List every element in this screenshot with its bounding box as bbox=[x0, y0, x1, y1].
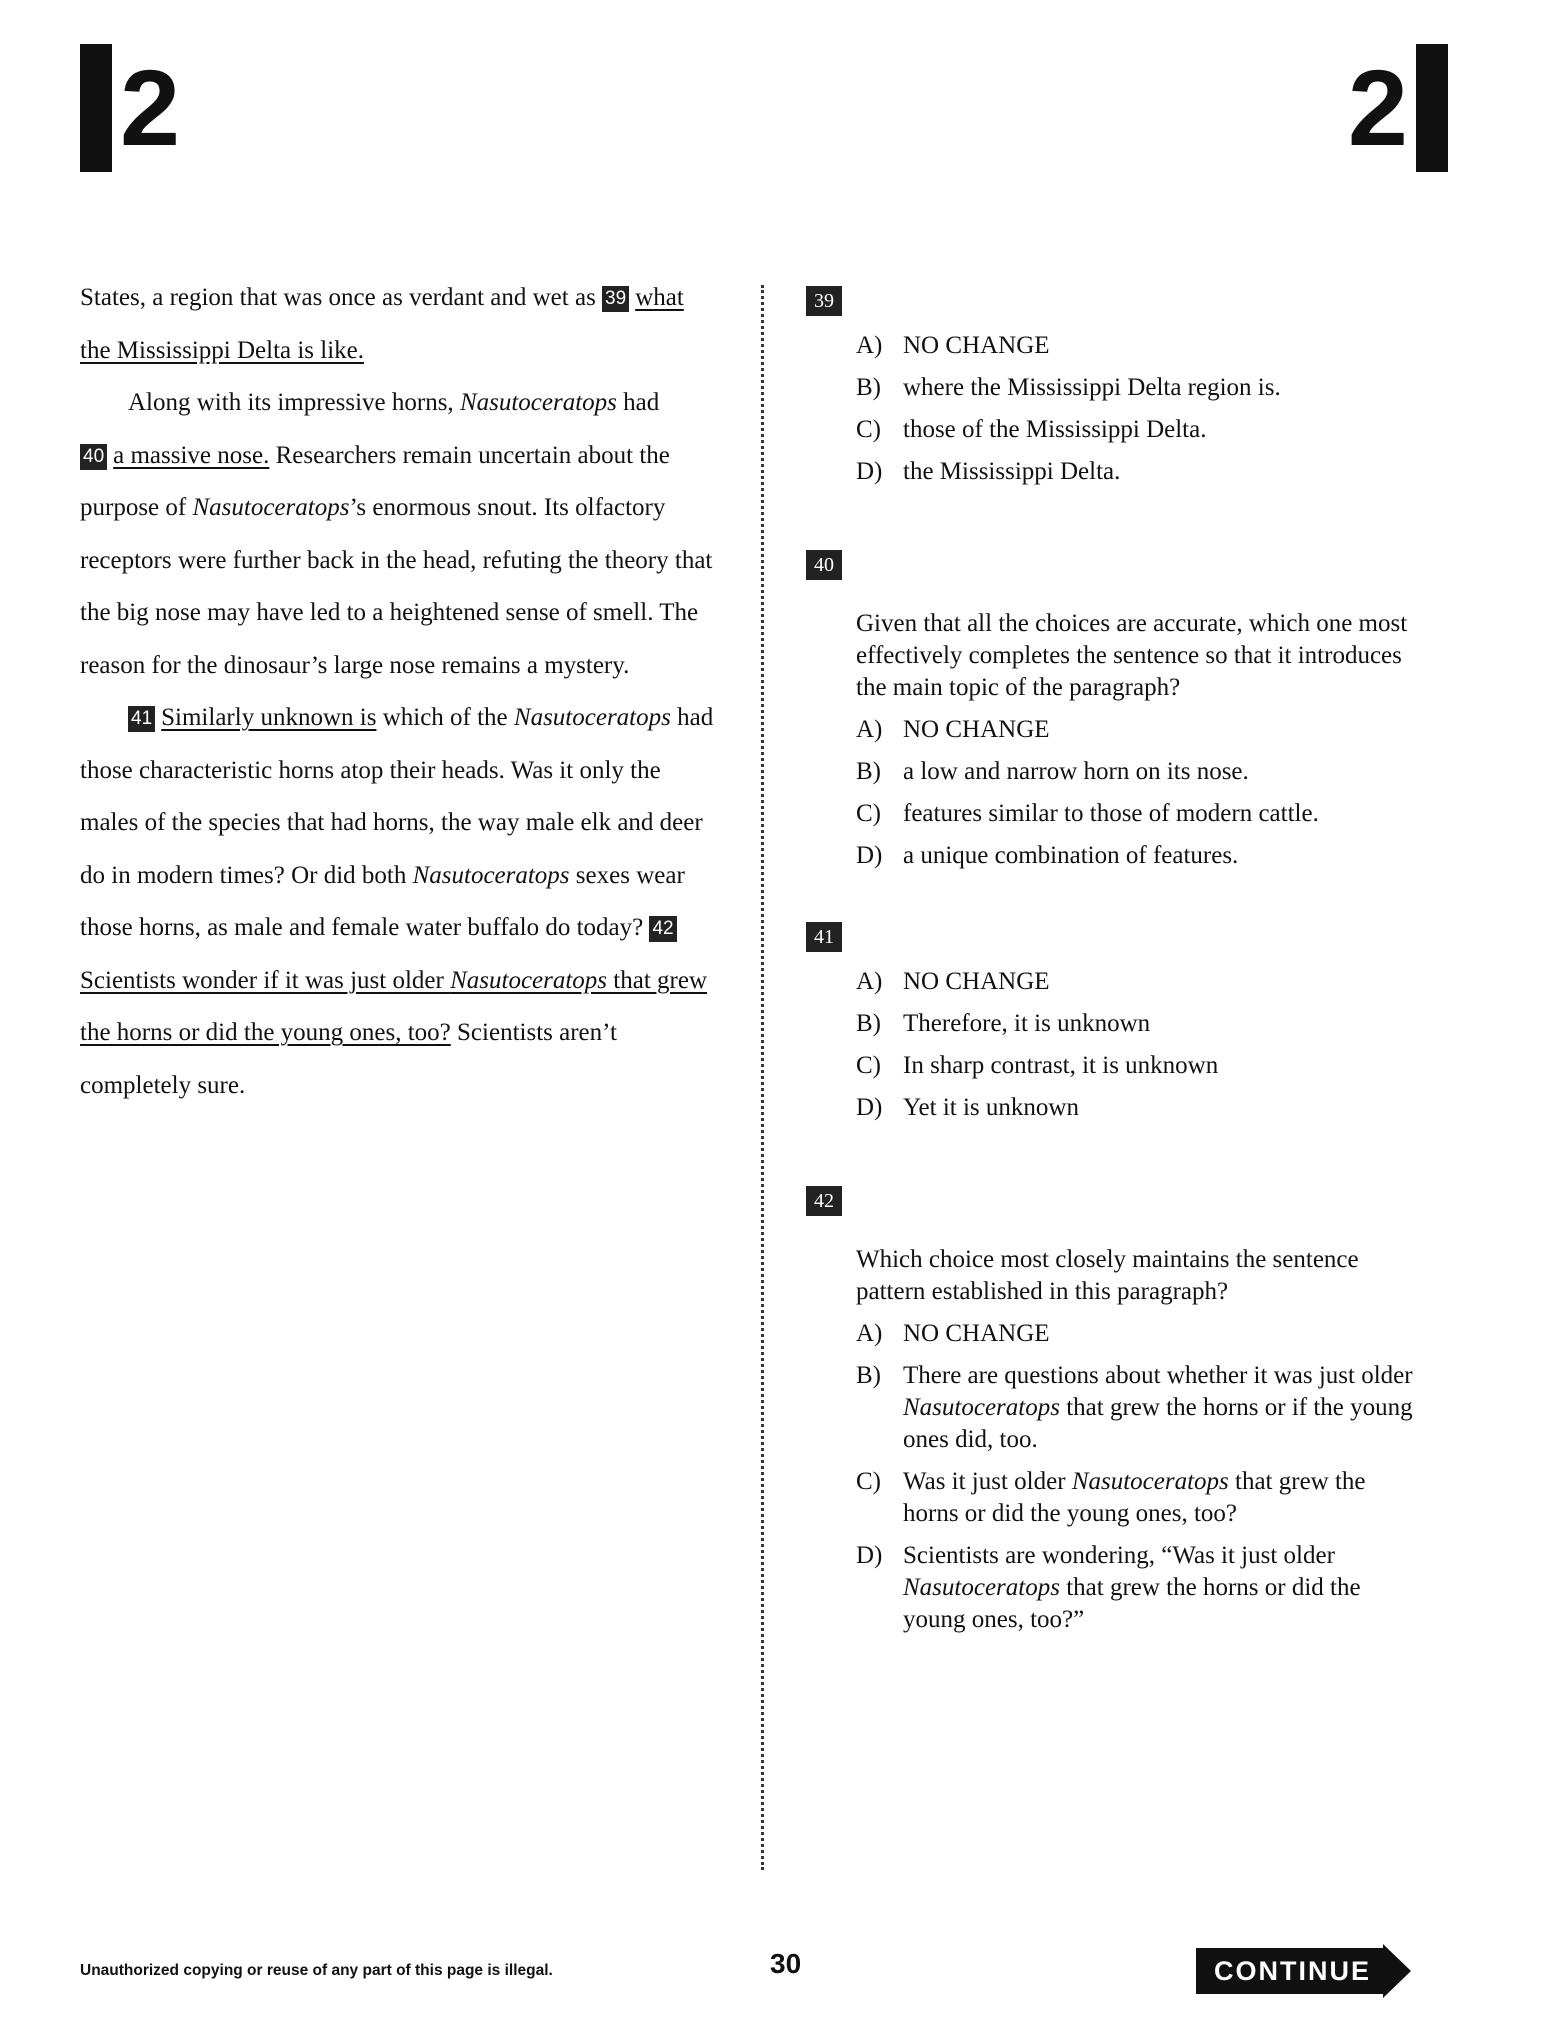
choice-text: those of the Mississippi Delta. bbox=[903, 416, 1207, 443]
page-number: 30 bbox=[770, 1948, 802, 1979]
question-marker-41[interactable]: 41 bbox=[128, 706, 155, 732]
question-42 bbox=[806, 1186, 1416, 1636]
choice-letter: A) bbox=[856, 716, 883, 743]
choice-42-c[interactable] bbox=[856, 1466, 1416, 1530]
question-marker-42[interactable]: 42 bbox=[649, 916, 676, 942]
choice-text bbox=[903, 1540, 1416, 1636]
question-marker-39[interactable]: 39 bbox=[602, 286, 629, 312]
choice-letter: B) bbox=[856, 374, 881, 401]
question-41 bbox=[806, 922, 1416, 1124]
passage-paragraph-3 bbox=[80, 692, 720, 1112]
passage-text: States, a region that was once as verdant and wet as bbox=[80, 284, 603, 311]
choice-41-b[interactable] bbox=[856, 1008, 1416, 1040]
choice-letter: D) bbox=[856, 458, 883, 485]
continue-label: CONTINUE bbox=[1196, 1948, 1383, 1994]
choice-39-b[interactable] bbox=[856, 372, 1416, 404]
passage-text: ’s enormous snout. Its olfactory receptors were further back in the head, refuting the theory that the big nose may have led to a heightened sense of smell. The reason for the dinosaur’s large nose remains a mystery. bbox=[80, 494, 713, 679]
choice-letter: C) bbox=[856, 1468, 881, 1495]
choices-39 bbox=[856, 330, 1416, 488]
choice-40-b[interactable] bbox=[856, 756, 1416, 788]
choice-41-a[interactable] bbox=[856, 966, 1416, 998]
choice-text: NO CHANGE bbox=[903, 1320, 1050, 1347]
choices-40 bbox=[856, 714, 1416, 872]
choice-letter: A) bbox=[856, 332, 883, 359]
copyright-notice: Unauthorized copying or reuse of any part of this page is illegal. bbox=[80, 1962, 553, 1979]
passage-text: Along with its impressive horns, bbox=[128, 389, 460, 416]
underlined-portion-40[interactable]: a massive nose. bbox=[113, 441, 270, 469]
question-marker-40[interactable]: 40 bbox=[80, 444, 107, 470]
passage bbox=[80, 272, 720, 1112]
passage-text: had bbox=[616, 389, 660, 416]
choice-39-a[interactable] bbox=[856, 330, 1416, 362]
choice-letter: B) bbox=[856, 1010, 881, 1037]
choice-text: features similar to those of modern cattle. bbox=[903, 800, 1319, 827]
choice-42-b[interactable] bbox=[856, 1360, 1416, 1456]
choice-text: where the Mississippi Delta region is. bbox=[903, 374, 1281, 401]
choice-42-a[interactable] bbox=[856, 1318, 1416, 1350]
choice-40-c[interactable] bbox=[856, 798, 1416, 830]
choice-letter: B) bbox=[856, 1362, 881, 1389]
underlined-text: that grew the horns or did the young ones, too? bbox=[80, 966, 708, 1046]
question-number-39: 39 bbox=[806, 286, 842, 316]
choice-text: a low and narrow horn on its nose. bbox=[903, 758, 1249, 785]
choice-39-c[interactable] bbox=[856, 414, 1416, 446]
section-number-right bbox=[1348, 44, 1448, 172]
question-number-40: 40 bbox=[806, 550, 842, 580]
choice-text bbox=[903, 1360, 1416, 1456]
choice-text: NO CHANGE bbox=[903, 332, 1050, 359]
question-40 bbox=[806, 550, 1416, 872]
section-number-right-text: 2 bbox=[1347, 47, 1408, 168]
choice-italic: Nasutoceratops bbox=[903, 1394, 1060, 1421]
question-39 bbox=[806, 286, 1416, 488]
choice-text-part: that grew the horns or did the young ones, too? bbox=[903, 1468, 1366, 1527]
choice-letter: A) bbox=[856, 1320, 883, 1347]
question-stem-40: Given that all the choices are accurate, which one most effectively completes the sentence so that it introduces the main topic of the paragraph? bbox=[856, 610, 1408, 701]
section-number-left-text: 2 bbox=[120, 47, 181, 168]
section-bar-right bbox=[1416, 44, 1448, 172]
choice-40-d[interactable] bbox=[856, 840, 1416, 872]
choice-letter: D) bbox=[856, 1542, 883, 1569]
choice-text-part: that grew the horns or did the young ones, too?” bbox=[903, 1574, 1361, 1633]
choice-letter: C) bbox=[856, 800, 881, 827]
choice-italic: Nasutoceratops bbox=[903, 1574, 1060, 1601]
passage-text: sexes wear those horns, as male and female water buffalo do today? bbox=[80, 861, 685, 941]
choice-letter: D) bbox=[856, 842, 883, 869]
choice-text: NO CHANGE bbox=[903, 716, 1050, 743]
underlined-text: Scientists wonder if it was just older bbox=[80, 966, 451, 994]
choice-text bbox=[903, 1466, 1416, 1530]
passage-italic: Nasutoceratops bbox=[192, 494, 350, 521]
passage-text: had those characteristic horns atop their heads. Was it only the males of the species that had horns, the way male elk and deer do in modern times? Or did both bbox=[80, 704, 714, 889]
passage-italic: Nasutoceratops bbox=[459, 389, 617, 416]
passage-paragraph-1 bbox=[80, 272, 720, 377]
question-stem-42: Which choice most closely maintains the sentence pattern established in this paragraph? bbox=[856, 1246, 1359, 1305]
choice-text: In sharp contrast, it is unknown bbox=[903, 1052, 1219, 1079]
passage-italic: Nasutoceratops bbox=[513, 704, 671, 731]
choice-letter: C) bbox=[856, 1052, 881, 1079]
underlined-italic: Nasutoceratops bbox=[450, 966, 608, 994]
choice-41-c[interactable] bbox=[856, 1050, 1416, 1082]
section-bar-left bbox=[80, 44, 112, 172]
choice-text: Yet it is unknown bbox=[903, 1094, 1079, 1121]
underlined-portion-41[interactable]: Similarly unknown is bbox=[161, 704, 377, 731]
choice-text: NO CHANGE bbox=[903, 968, 1050, 995]
choice-text-part: Scientists are wondering, “Was it just older bbox=[903, 1542, 1335, 1569]
choice-text: a unique combination of features. bbox=[903, 842, 1239, 869]
choices-41 bbox=[856, 966, 1416, 1124]
choices-42 bbox=[856, 1318, 1416, 1636]
choice-text-part: There are questions about whether it was just older bbox=[903, 1362, 1413, 1389]
choice-text-part: Was it just older bbox=[903, 1468, 1072, 1495]
arrow-right-icon bbox=[1383, 1944, 1411, 1998]
underlined-portion-39[interactable]: what the Mississippi Delta is like. bbox=[80, 284, 684, 364]
choice-letter: C) bbox=[856, 416, 881, 443]
continue-button[interactable] bbox=[1196, 1944, 1411, 1998]
choice-letter: A) bbox=[856, 968, 883, 995]
question-number-42: 42 bbox=[806, 1186, 842, 1216]
choice-letter: B) bbox=[856, 758, 881, 785]
choice-41-d[interactable] bbox=[856, 1092, 1416, 1124]
passage-text: which of the bbox=[376, 704, 514, 731]
passage-paragraph-2 bbox=[80, 377, 720, 692]
section-number-left bbox=[80, 44, 180, 172]
choice-text: Therefore, it is unknown bbox=[903, 1010, 1151, 1037]
passage-text: Scientists aren’t completely sure. bbox=[80, 1019, 617, 1099]
question-number-41: 41 bbox=[806, 922, 842, 952]
passage-text: Researchers remain uncertain about the purpose of bbox=[80, 441, 670, 521]
choice-39-d[interactable] bbox=[856, 456, 1416, 488]
choice-italic: Nasutoceratops bbox=[1071, 1468, 1229, 1495]
choice-42-d[interactable] bbox=[856, 1540, 1416, 1636]
passage-italic: Nasutoceratops bbox=[412, 861, 570, 889]
choice-text-part: that grew the horns or if the young ones did, too. bbox=[903, 1394, 1413, 1453]
column-divider bbox=[761, 285, 764, 1870]
choice-letter: D) bbox=[856, 1094, 883, 1121]
choice-40-a[interactable] bbox=[856, 714, 1416, 746]
choice-text: the Mississippi Delta. bbox=[903, 458, 1121, 485]
